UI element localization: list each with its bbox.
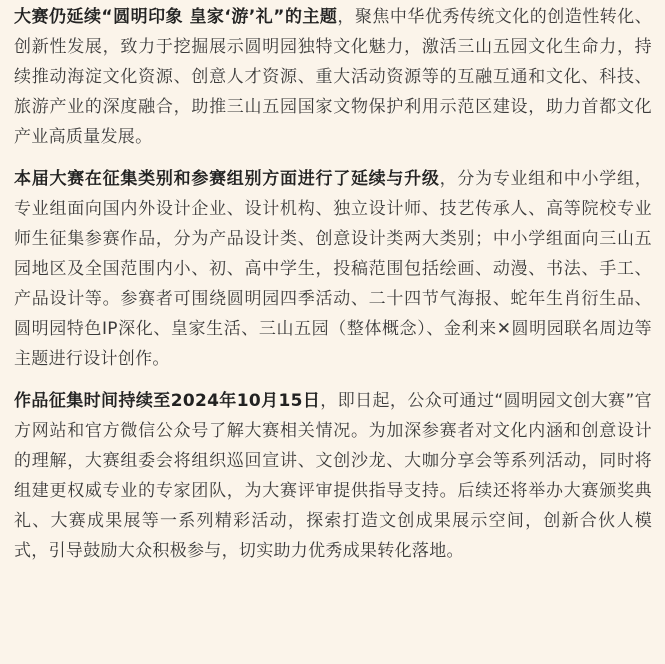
paragraph-lead: 大赛仍延续“圆明印象 皇家‘游’礼”的主题 [14,7,338,27]
paragraph-lead: 作品征集时间持续至2024年10月15日 [14,391,321,411]
paragraph-lead: 本届大赛在征集类别和参赛组别方面进行了延续与升级 [14,169,440,189]
paragraph-theme [14,2,652,152]
paragraph-text: ，聚焦中华优秀传统文化的创造性转化、创新性发展，致力于挖掘展示圆明园独特文化魅力，激活三山五园文化生命力，持续推动海淀文化资源、创意人才资源、重大活动资源等的互融互通和文化、科技、旅游产业的深度融合，助推三山五园国家文物保护利用示范区建设，助力首都文化产业高质量发展。 [14,7,653,147]
paragraph-text: ，即日起，公众可通过“圆明园文创大赛”官方网站和官方微信公众号了解大赛相关情况。为加深参赛者对文化内涵和创意设计的理解，大赛组委会将组织巡回宣讲、文创沙龙、大咖分享会等系列活动，同时将组建更权威专业的专家团队，为大赛评审提供指导支持。后续还将举办大赛颁奖典礼、大赛成果展等一系列精彩活动，探索打造文创成果展示空间，创新合伙人模式，引导鼓励大众积极参与，切实助力优秀成果转化落地。 [14,391,652,561]
paragraph-schedule [14,386,652,566]
paragraph-categories [14,164,652,374]
paragraph-text: ，分为专业组和中小学组，专业组面向国内外设计企业、设计机构、独立设计师、技艺传承人、高等院校专业师生征集参赛作品，分为产品设计类、创意设计类两大类别；中小学组面向三山五园地区及全国范围内小、初、高中学生，投稿范围包括绘画、动漫、书法、手工、产品设计等。参赛者可围绕圆明园四季活动、二十四节气海报、蛇年生肖衍生品、圆明园特色IP深化、皇家生活、三山五园（整体概念）、金利来✕圆明园联名周边等主题进行设计创作。 [14,169,652,369]
